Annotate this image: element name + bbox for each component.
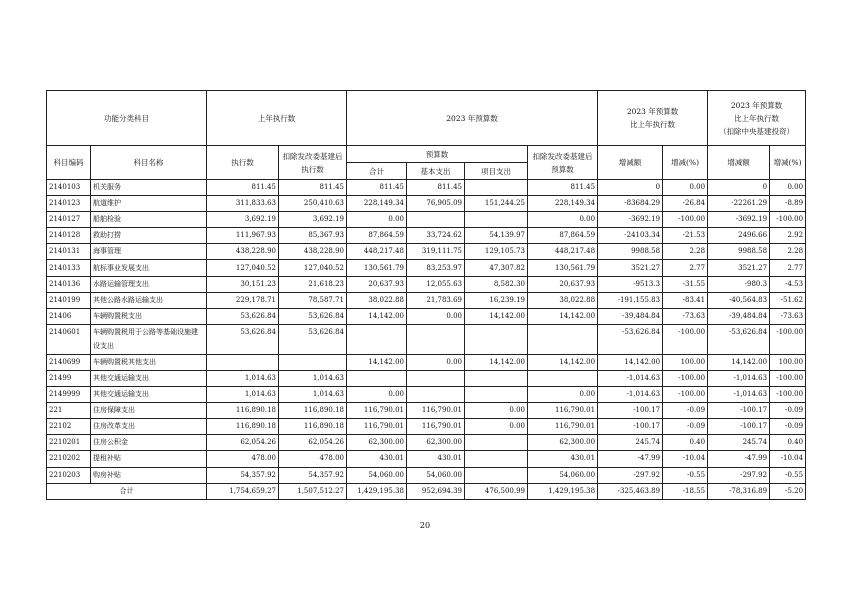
table-cell: [407, 370, 465, 386]
table-cell: [347, 370, 407, 386]
table-cell: 38,022.88: [528, 292, 598, 308]
table-cell: 0.00: [528, 387, 598, 403]
table-cell: -100.00: [663, 324, 708, 354]
table-cell: 111,967.93: [207, 228, 279, 244]
table-cell: 21,618.23: [279, 276, 347, 292]
table-row: [47, 324, 806, 354]
table-cell: 448,217.48: [528, 244, 598, 260]
table-row: [47, 292, 806, 308]
table-cell: 47,307.82: [465, 260, 528, 276]
table-row: [47, 419, 806, 435]
table-cell: -83.41: [663, 292, 708, 308]
table-cell: 2210202: [47, 451, 91, 467]
table-cell: -24103.34: [598, 228, 663, 244]
table-cell: 311,833.63: [207, 196, 279, 212]
table-cell: 其他交通运输支出: [91, 370, 207, 386]
table-row: [47, 244, 806, 260]
table-cell: 海事管理: [91, 244, 207, 260]
header-exec: 执行数: [207, 146, 279, 180]
table-cell: 54,139.97: [465, 228, 528, 244]
total-cell: -325,463.89: [598, 483, 663, 499]
table-cell: 14,142.00: [708, 354, 770, 370]
table-cell: [465, 180, 528, 196]
table-cell: -73.63: [663, 308, 708, 324]
table-cell: 提租补贴: [91, 451, 207, 467]
table-cell: 14,142.00: [528, 354, 598, 370]
table-cell: 33,724.62: [407, 228, 465, 244]
table-cell: 38,022.88: [347, 292, 407, 308]
table-cell: 12,055.63: [407, 276, 465, 292]
table-cell: 116,790.01: [407, 419, 465, 435]
table-row: [47, 180, 806, 196]
header-row-2: [47, 146, 806, 163]
table-cell: -10.04: [770, 451, 806, 467]
total-cell: 952,694.39: [407, 483, 465, 499]
table-cell: -100.00: [770, 212, 806, 228]
table-cell: 130,561.79: [347, 260, 407, 276]
table-cell: 1,014.63: [279, 387, 347, 403]
table-cell: 8,582.30: [465, 276, 528, 292]
table-cell: -26.84: [663, 196, 708, 212]
header-subject-name: 科目名称: [91, 146, 207, 180]
table-cell: 14,142.00: [347, 308, 407, 324]
table-cell: 53,626.84: [279, 308, 347, 324]
header-exec-excl: 扣除发改委基建后执行数: [279, 146, 347, 180]
table-cell: -0.55: [770, 467, 806, 483]
table-cell: 住房保障支出: [91, 403, 207, 419]
table-row: [47, 370, 806, 386]
table-row: [47, 403, 806, 419]
table-cell: -21.53: [663, 228, 708, 244]
table-cell: 2140127: [47, 212, 91, 228]
table-cell: 76,905.09: [407, 196, 465, 212]
table-cell: -0.09: [663, 403, 708, 419]
table-cell: 116,890.18: [279, 419, 347, 435]
header-budget-vs-last-excl: 2023 年预算数 比上年执行数 （扣除中央基建投资）: [708, 91, 806, 146]
table-cell: 3521.27: [708, 260, 770, 276]
table-cell: -39,484.84: [598, 308, 663, 324]
table-cell: 2140699: [47, 354, 91, 370]
total-row: [47, 483, 806, 499]
table-cell: 2.77: [770, 260, 806, 276]
table-cell: [465, 467, 528, 483]
table-cell: 438,228.90: [279, 244, 347, 260]
table-cell: 机关服务: [91, 180, 207, 196]
table-row: [47, 308, 806, 324]
budget-table: [46, 90, 806, 500]
table-cell: 54,060.00: [528, 467, 598, 483]
total-label: 合计: [47, 483, 207, 499]
table-row: [47, 212, 806, 228]
table-row: [47, 260, 806, 276]
table-cell: -100.00: [770, 370, 806, 386]
table-cell: 车辆购置税其他支出: [91, 354, 207, 370]
table-cell: [407, 387, 465, 403]
table-cell: 221: [47, 403, 91, 419]
table-cell: 0.00: [347, 212, 407, 228]
table-cell: 2.28: [663, 244, 708, 260]
header-subject-code: 科目编码: [47, 146, 91, 180]
table-cell: [279, 354, 347, 370]
table-cell: 430.01: [347, 451, 407, 467]
header-budget-2023: 2023 年预算数: [347, 91, 598, 146]
table-cell: 151,244.25: [465, 196, 528, 212]
table-cell: 3,692.19: [207, 212, 279, 228]
table-cell: 9988.58: [708, 244, 770, 260]
table-cell: 116,790.01: [347, 419, 407, 435]
table-cell: 车辆购置税支出: [91, 308, 207, 324]
table-cell: [465, 387, 528, 403]
table-cell: -0.09: [770, 419, 806, 435]
table-cell: 116,890.18: [279, 403, 347, 419]
header-total: 合计: [347, 163, 407, 180]
table-row: [47, 196, 806, 212]
header-increase-pct-2: 增减(%): [770, 146, 806, 180]
table-cell: 116,790.01: [528, 419, 598, 435]
table-cell: 78,587.71: [279, 292, 347, 308]
table-cell: 2140123: [47, 196, 91, 212]
table-cell: 245.74: [708, 435, 770, 451]
table-cell: 53,626.84: [207, 324, 279, 354]
total-cell: -5.20: [770, 483, 806, 499]
table-cell: 62,300.00: [347, 435, 407, 451]
table-cell: 127,040.52: [279, 260, 347, 276]
header-row-1: [47, 91, 806, 146]
table-cell: [465, 370, 528, 386]
total-cell: -18.55: [663, 483, 708, 499]
table-cell: -1,014.63: [708, 387, 770, 403]
table-cell: 船舶检验: [91, 212, 207, 228]
table-cell: 16,239.19: [465, 292, 528, 308]
table-cell: 62,300.00: [407, 435, 465, 451]
table-cell: 0.00: [407, 308, 465, 324]
header-increase-pct: 增减(%): [663, 146, 708, 180]
total-cell: -78,316.89: [708, 483, 770, 499]
table-cell: -100.17: [598, 403, 663, 419]
table-body: [47, 180, 806, 500]
table-cell: 2.92: [770, 228, 806, 244]
table-cell: -1,014.63: [598, 370, 663, 386]
table-cell: 0.00: [465, 403, 528, 419]
table-cell: -1,014.63: [598, 387, 663, 403]
table-cell: -0.55: [663, 467, 708, 483]
table-row: [47, 435, 806, 451]
table-cell: 54,357.92: [207, 467, 279, 483]
total-cell: 1,507,512.27: [279, 483, 347, 499]
table-cell: 21499: [47, 370, 91, 386]
table-cell: -100.17: [598, 419, 663, 435]
table-cell: 53,626.84: [207, 308, 279, 324]
table-cell: 2140136: [47, 276, 91, 292]
table-cell: 438,228.90: [207, 244, 279, 260]
table-cell: 水路运输管理支出: [91, 276, 207, 292]
table-cell: -100.00: [663, 212, 708, 228]
table-cell: 54,357.92: [279, 467, 347, 483]
table-cell: 85,367.93: [279, 228, 347, 244]
header-increase-2: 增减额: [708, 146, 770, 180]
table-cell: [407, 324, 465, 354]
table-cell: -0.09: [663, 419, 708, 435]
header-increase: 增减额: [598, 146, 663, 180]
table-cell: 100.00: [770, 354, 806, 370]
table-cell: -47.99: [598, 451, 663, 467]
table-cell: -100.00: [663, 387, 708, 403]
table-cell: 116,790.01: [347, 403, 407, 419]
header-budget: 预算数: [347, 146, 528, 163]
table-cell: -100.00: [663, 370, 708, 386]
table-cell: 53,626.84: [279, 324, 347, 354]
table-cell: 9988.58: [598, 244, 663, 260]
table-cell: 811.45: [279, 180, 347, 196]
table-row: [47, 276, 806, 292]
table-cell: 2210203: [47, 467, 91, 483]
table-cell: -40,564.83: [708, 292, 770, 308]
total-cell: 1,754,659.27: [207, 483, 279, 499]
table-cell: 54,060.00: [407, 467, 465, 483]
table-cell: 245.74: [598, 435, 663, 451]
table-cell: [528, 324, 598, 354]
table-cell: 2140199: [47, 292, 91, 308]
table-cell: 2140133: [47, 260, 91, 276]
table-cell: 航标事业发展支出: [91, 260, 207, 276]
table-cell: 救助打捞: [91, 228, 207, 244]
table-cell: -51.62: [770, 292, 806, 308]
table-cell: -9513.3: [598, 276, 663, 292]
table-cell: 1,014.63: [279, 370, 347, 386]
table-cell: 129,105.73: [465, 244, 528, 260]
table-cell: 478.00: [207, 451, 279, 467]
table-cell: -83684.29: [598, 196, 663, 212]
header-basic: 基本支出: [407, 163, 465, 180]
total-cell: 1,429,195.38: [528, 483, 598, 499]
table-cell: -39,484.84: [708, 308, 770, 324]
table-cell: 0.00: [347, 387, 407, 403]
table-cell: 228,149.34: [347, 196, 407, 212]
table-row: [47, 354, 806, 370]
table-cell: 116,790.01: [528, 403, 598, 419]
table-cell: 住房公积金: [91, 435, 207, 451]
table-cell: 228,149.34: [528, 196, 598, 212]
table-cell: 住房改革支出: [91, 419, 207, 435]
table-cell: 116,890.18: [207, 419, 279, 435]
table-cell: -53,626.84: [598, 324, 663, 354]
table-cell: -73.63: [770, 308, 806, 324]
header-budget-excl: 扣除发改委基建后预算数: [528, 146, 598, 180]
table-cell: 3521.27: [598, 260, 663, 276]
table-cell: 100.00: [663, 354, 708, 370]
table-cell: 54,060.00: [347, 467, 407, 483]
table-cell: 0.40: [770, 435, 806, 451]
table-cell: -31.55: [663, 276, 708, 292]
table-cell: 127,040.52: [207, 260, 279, 276]
table-cell: 116,890.18: [207, 403, 279, 419]
table-cell: [347, 324, 407, 354]
total-cell: 1,429,195.38: [347, 483, 407, 499]
table-cell: 87,864.59: [347, 228, 407, 244]
table-cell: [465, 435, 528, 451]
table-cell: 航道维护: [91, 196, 207, 212]
table-cell: 811.45: [347, 180, 407, 196]
table-row: [47, 467, 806, 483]
table-cell: 20,637.93: [528, 276, 598, 292]
table-cell: 其他交通运输支出: [91, 387, 207, 403]
table-cell: 0: [708, 180, 770, 196]
table-cell: 250,410.63: [279, 196, 347, 212]
table-cell: 22102: [47, 419, 91, 435]
table-cell: -980.3: [708, 276, 770, 292]
table-cell: -100.17: [708, 403, 770, 419]
table-cell: 87,864.59: [528, 228, 598, 244]
table-cell: 2140601: [47, 324, 91, 354]
table-cell: 0.00: [407, 354, 465, 370]
table-cell: -1,014.63: [708, 370, 770, 386]
table-cell: -100.00: [770, 387, 806, 403]
table-cell: 14,142.00: [528, 308, 598, 324]
table-cell: -53,626.84: [708, 324, 770, 354]
table-cell: [465, 212, 528, 228]
table-cell: [407, 212, 465, 228]
table-cell: 811.45: [207, 180, 279, 196]
table-cell: -191,155.83: [598, 292, 663, 308]
table-cell: 83,253.97: [407, 260, 465, 276]
table-cell: -3692.19: [708, 212, 770, 228]
total-cell: 476,500.99: [465, 483, 528, 499]
table-cell: 21,783.69: [407, 292, 465, 308]
table-cell: [528, 370, 598, 386]
table-cell: 2210201: [47, 435, 91, 451]
page-number: 20: [419, 521, 431, 530]
table-cell: 其他公路水路运输支出: [91, 292, 207, 308]
header-project: 项目支出: [465, 163, 528, 180]
table-cell: 430.01: [407, 451, 465, 467]
table-cell: 62,054.26: [207, 435, 279, 451]
table-cell: 0.40: [663, 435, 708, 451]
table-cell: 20,637.93: [347, 276, 407, 292]
table-cell: 2140131: [47, 244, 91, 260]
table-cell: 1,014.63: [207, 387, 279, 403]
table-cell: [207, 354, 279, 370]
table-cell: -3692.19: [598, 212, 663, 228]
table-cell: -100.00: [770, 324, 806, 354]
table-cell: 2.28: [770, 244, 806, 260]
table-cell: 62,300.00: [528, 435, 598, 451]
header-function-category: 功能分类科目: [47, 91, 207, 146]
table-cell: 130,561.79: [528, 260, 598, 276]
table-cell: 62,054.26: [279, 435, 347, 451]
table-cell: -22261.29: [708, 196, 770, 212]
table-cell: 430.01: [528, 451, 598, 467]
table-cell: -0.09: [770, 403, 806, 419]
table-cell: 2140103: [47, 180, 91, 196]
table-cell: 21406: [47, 308, 91, 324]
table-cell: 14,142.00: [598, 354, 663, 370]
table-cell: 1,014.63: [207, 370, 279, 386]
table-cell: 478.00: [279, 451, 347, 467]
table-cell: 3,692.19: [279, 212, 347, 228]
table-cell: -8.89: [770, 196, 806, 212]
table-cell: 14,142.00: [465, 308, 528, 324]
table-cell: [465, 451, 528, 467]
table-cell: -100.17: [708, 419, 770, 435]
header-budget-vs-last: 2023 年预算数 比上年执行数: [598, 91, 708, 146]
table-cell: 2.77: [663, 260, 708, 276]
header-last-year-exec: 上年执行数: [207, 91, 347, 146]
table-cell: 2149999: [47, 387, 91, 403]
table-row: [47, 451, 806, 467]
table-cell: 0.00: [465, 419, 528, 435]
table-row: [47, 387, 806, 403]
table-cell: 811.45: [407, 180, 465, 196]
table-cell: -4.53: [770, 276, 806, 292]
table-cell: 0.00: [663, 180, 708, 196]
table-cell: -10.04: [663, 451, 708, 467]
table-cell: 14,142.00: [465, 354, 528, 370]
table-row: [47, 228, 806, 244]
table-cell: 116,790.01: [407, 403, 465, 419]
table-cell: 0: [598, 180, 663, 196]
table-cell: 2496.66: [708, 228, 770, 244]
table-cell: 0.00: [770, 180, 806, 196]
table-cell: 14,142.00: [347, 354, 407, 370]
table-cell: [465, 324, 528, 354]
table-cell: 车辆购置税用于公路等基础设施建设支出: [91, 324, 207, 354]
table-cell: 319,111.75: [407, 244, 465, 260]
table-cell: 448,217.48: [347, 244, 407, 260]
table-cell: -297.92: [598, 467, 663, 483]
table-cell: 购房补贴: [91, 467, 207, 483]
table-cell: 0.00: [528, 212, 598, 228]
table-cell: -47.99: [708, 451, 770, 467]
table-cell: 811.45: [528, 180, 598, 196]
table-cell: 30,151.23: [207, 276, 279, 292]
table-cell: 229,178.71: [207, 292, 279, 308]
table-cell: 2140128: [47, 228, 91, 244]
table-cell: -297.92: [708, 467, 770, 483]
